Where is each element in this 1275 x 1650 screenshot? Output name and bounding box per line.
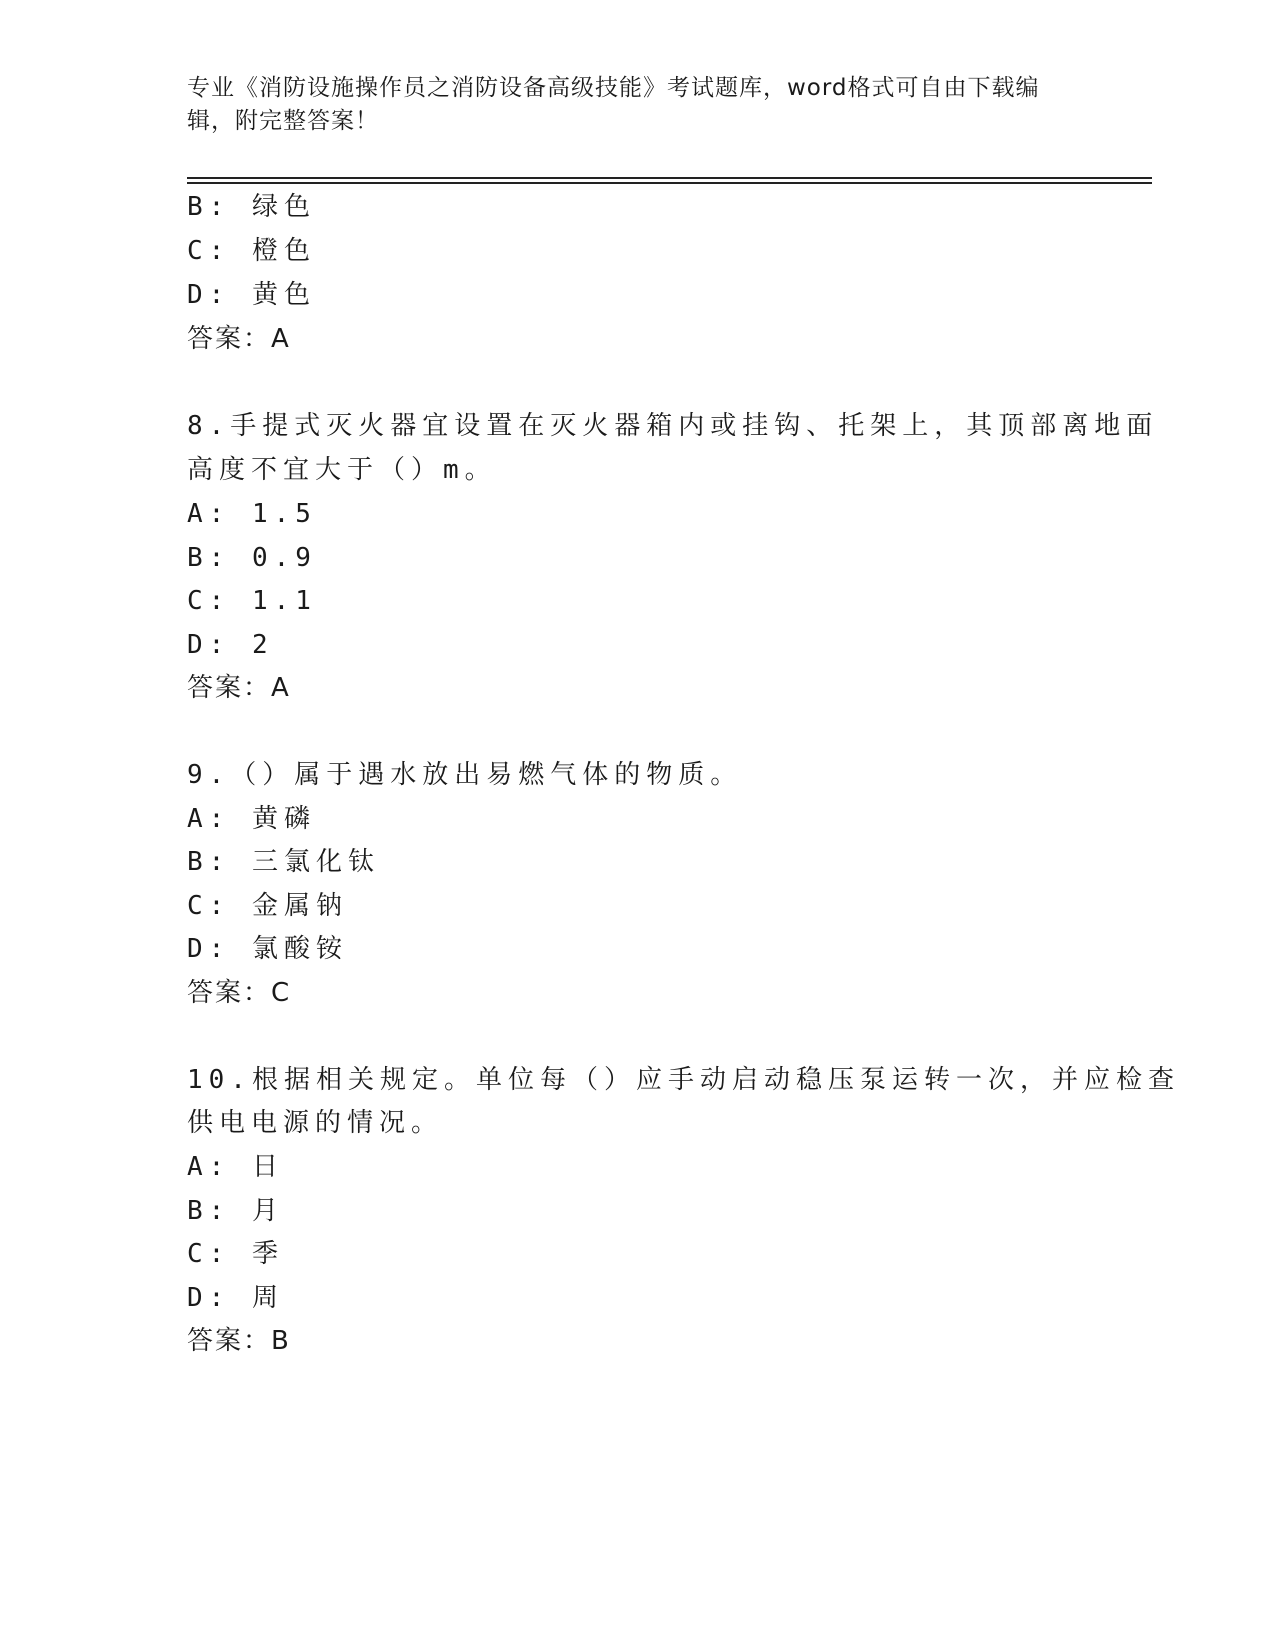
q10-answer: 答案：B bbox=[187, 1326, 291, 1356]
q9-option-d: D: 氯酸铵 bbox=[187, 934, 348, 964]
document-header bbox=[187, 72, 1067, 138]
q10-option-b: B: 月 bbox=[187, 1196, 284, 1226]
prev-option-b: B: 绿色 bbox=[187, 192, 316, 222]
q10-option-d: D: 周 bbox=[187, 1283, 284, 1313]
prev-option-d: D: 黄色 bbox=[187, 280, 316, 310]
q8-option-b: B: 0.9 bbox=[187, 543, 317, 573]
q9-option-a: A: 黄磷 bbox=[187, 804, 316, 834]
q8-option-d: D: 2 bbox=[187, 630, 274, 660]
q8-stem-line-2: 高度不宜大于（）m。 bbox=[187, 455, 497, 485]
q10-option-c: C: 季 bbox=[187, 1239, 284, 1269]
prev-option-c: C: 橙色 bbox=[187, 236, 316, 266]
q8-answer: 答案：A bbox=[187, 673, 291, 703]
q9-option-c: C: 金属钠 bbox=[187, 891, 348, 921]
q10-option-a: A: 日 bbox=[187, 1152, 284, 1182]
q10-stem-line-1: 10.根据相关规定。单位每（）应手动启动稳压泵运转一次，并应检查 bbox=[187, 1065, 1180, 1095]
header-divider-bottom bbox=[187, 182, 1152, 184]
header-line-2: 辑，附完整答案！ bbox=[187, 108, 379, 134]
header-divider-top bbox=[187, 177, 1152, 179]
q10-stem-line-2: 供电电源的情况。 bbox=[187, 1108, 444, 1138]
q8-stem-line-1: 8.手提式灭火器宜设置在灭火器箱内或挂钩、托架上，其顶部离地面 bbox=[187, 411, 1159, 441]
q9-option-b: B: 三氯化钛 bbox=[187, 847, 380, 877]
q9-stem-line-1: 9.（）属于遇水放出易燃气体的物质。 bbox=[187, 760, 743, 790]
header-line-1: 专业《消防设施操作员之消防设备高级技能》考试题库，word格式可自由下载编 bbox=[187, 75, 1040, 101]
q8-option-a: A: 1.5 bbox=[187, 499, 317, 529]
prev-answer: 答案：A bbox=[187, 324, 291, 354]
q9-answer: 答案：C bbox=[187, 978, 292, 1008]
q8-option-c: C: 1.1 bbox=[187, 586, 317, 616]
